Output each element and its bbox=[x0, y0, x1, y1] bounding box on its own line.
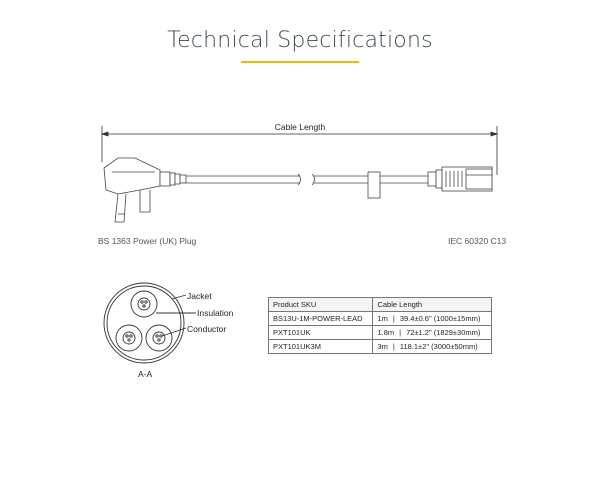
length-value: 1m bbox=[377, 314, 388, 323]
c13-connector-drawing bbox=[428, 167, 492, 191]
row-length bbox=[373, 340, 492, 354]
header-cable-length: Cable Length bbox=[373, 298, 492, 312]
row-length bbox=[373, 326, 492, 340]
table-row bbox=[269, 326, 492, 340]
section-label: A-A bbox=[138, 369, 153, 379]
spec-table bbox=[268, 297, 492, 354]
length-detail: 39.4±0.6" (1000±15mm) bbox=[399, 314, 481, 323]
length-detail: 118.1±2" (3000±50mm) bbox=[399, 342, 478, 351]
right-connector-label: IEC 60320 C13 bbox=[448, 236, 507, 246]
dimension-line bbox=[102, 126, 497, 175]
separator: | bbox=[399, 328, 402, 337]
cable bbox=[186, 172, 428, 198]
row-sku: PXT101UK3M bbox=[269, 340, 373, 354]
length-value: 1.8m bbox=[377, 328, 395, 337]
table-header-row bbox=[269, 298, 492, 312]
left-connector-label: BS 1363 Power (UK) Plug bbox=[98, 236, 197, 246]
dimension-label: Cable Length bbox=[274, 122, 326, 132]
row-sku: PXT101UK bbox=[269, 326, 373, 340]
jacket-label: Jacket bbox=[187, 291, 212, 301]
table-row bbox=[269, 340, 492, 354]
page-title: Technical Specifications bbox=[167, 28, 433, 53]
header-product-sku: Product SKU bbox=[269, 298, 373, 312]
insulation-label: Insulation bbox=[197, 308, 234, 318]
row-sku: BS13U-1M-POWER-LEAD bbox=[269, 312, 373, 326]
row-length bbox=[373, 312, 492, 326]
table-row bbox=[269, 312, 492, 326]
length-value: 3m bbox=[377, 342, 388, 351]
conductor-label: Conductor bbox=[187, 324, 227, 334]
separator: | bbox=[392, 342, 395, 351]
separator: | bbox=[392, 314, 395, 323]
length-detail: 72±1.2" (1829±30mm) bbox=[406, 328, 481, 337]
uk-plug-drawing bbox=[104, 158, 186, 222]
cross-section-drawing bbox=[104, 283, 196, 363]
